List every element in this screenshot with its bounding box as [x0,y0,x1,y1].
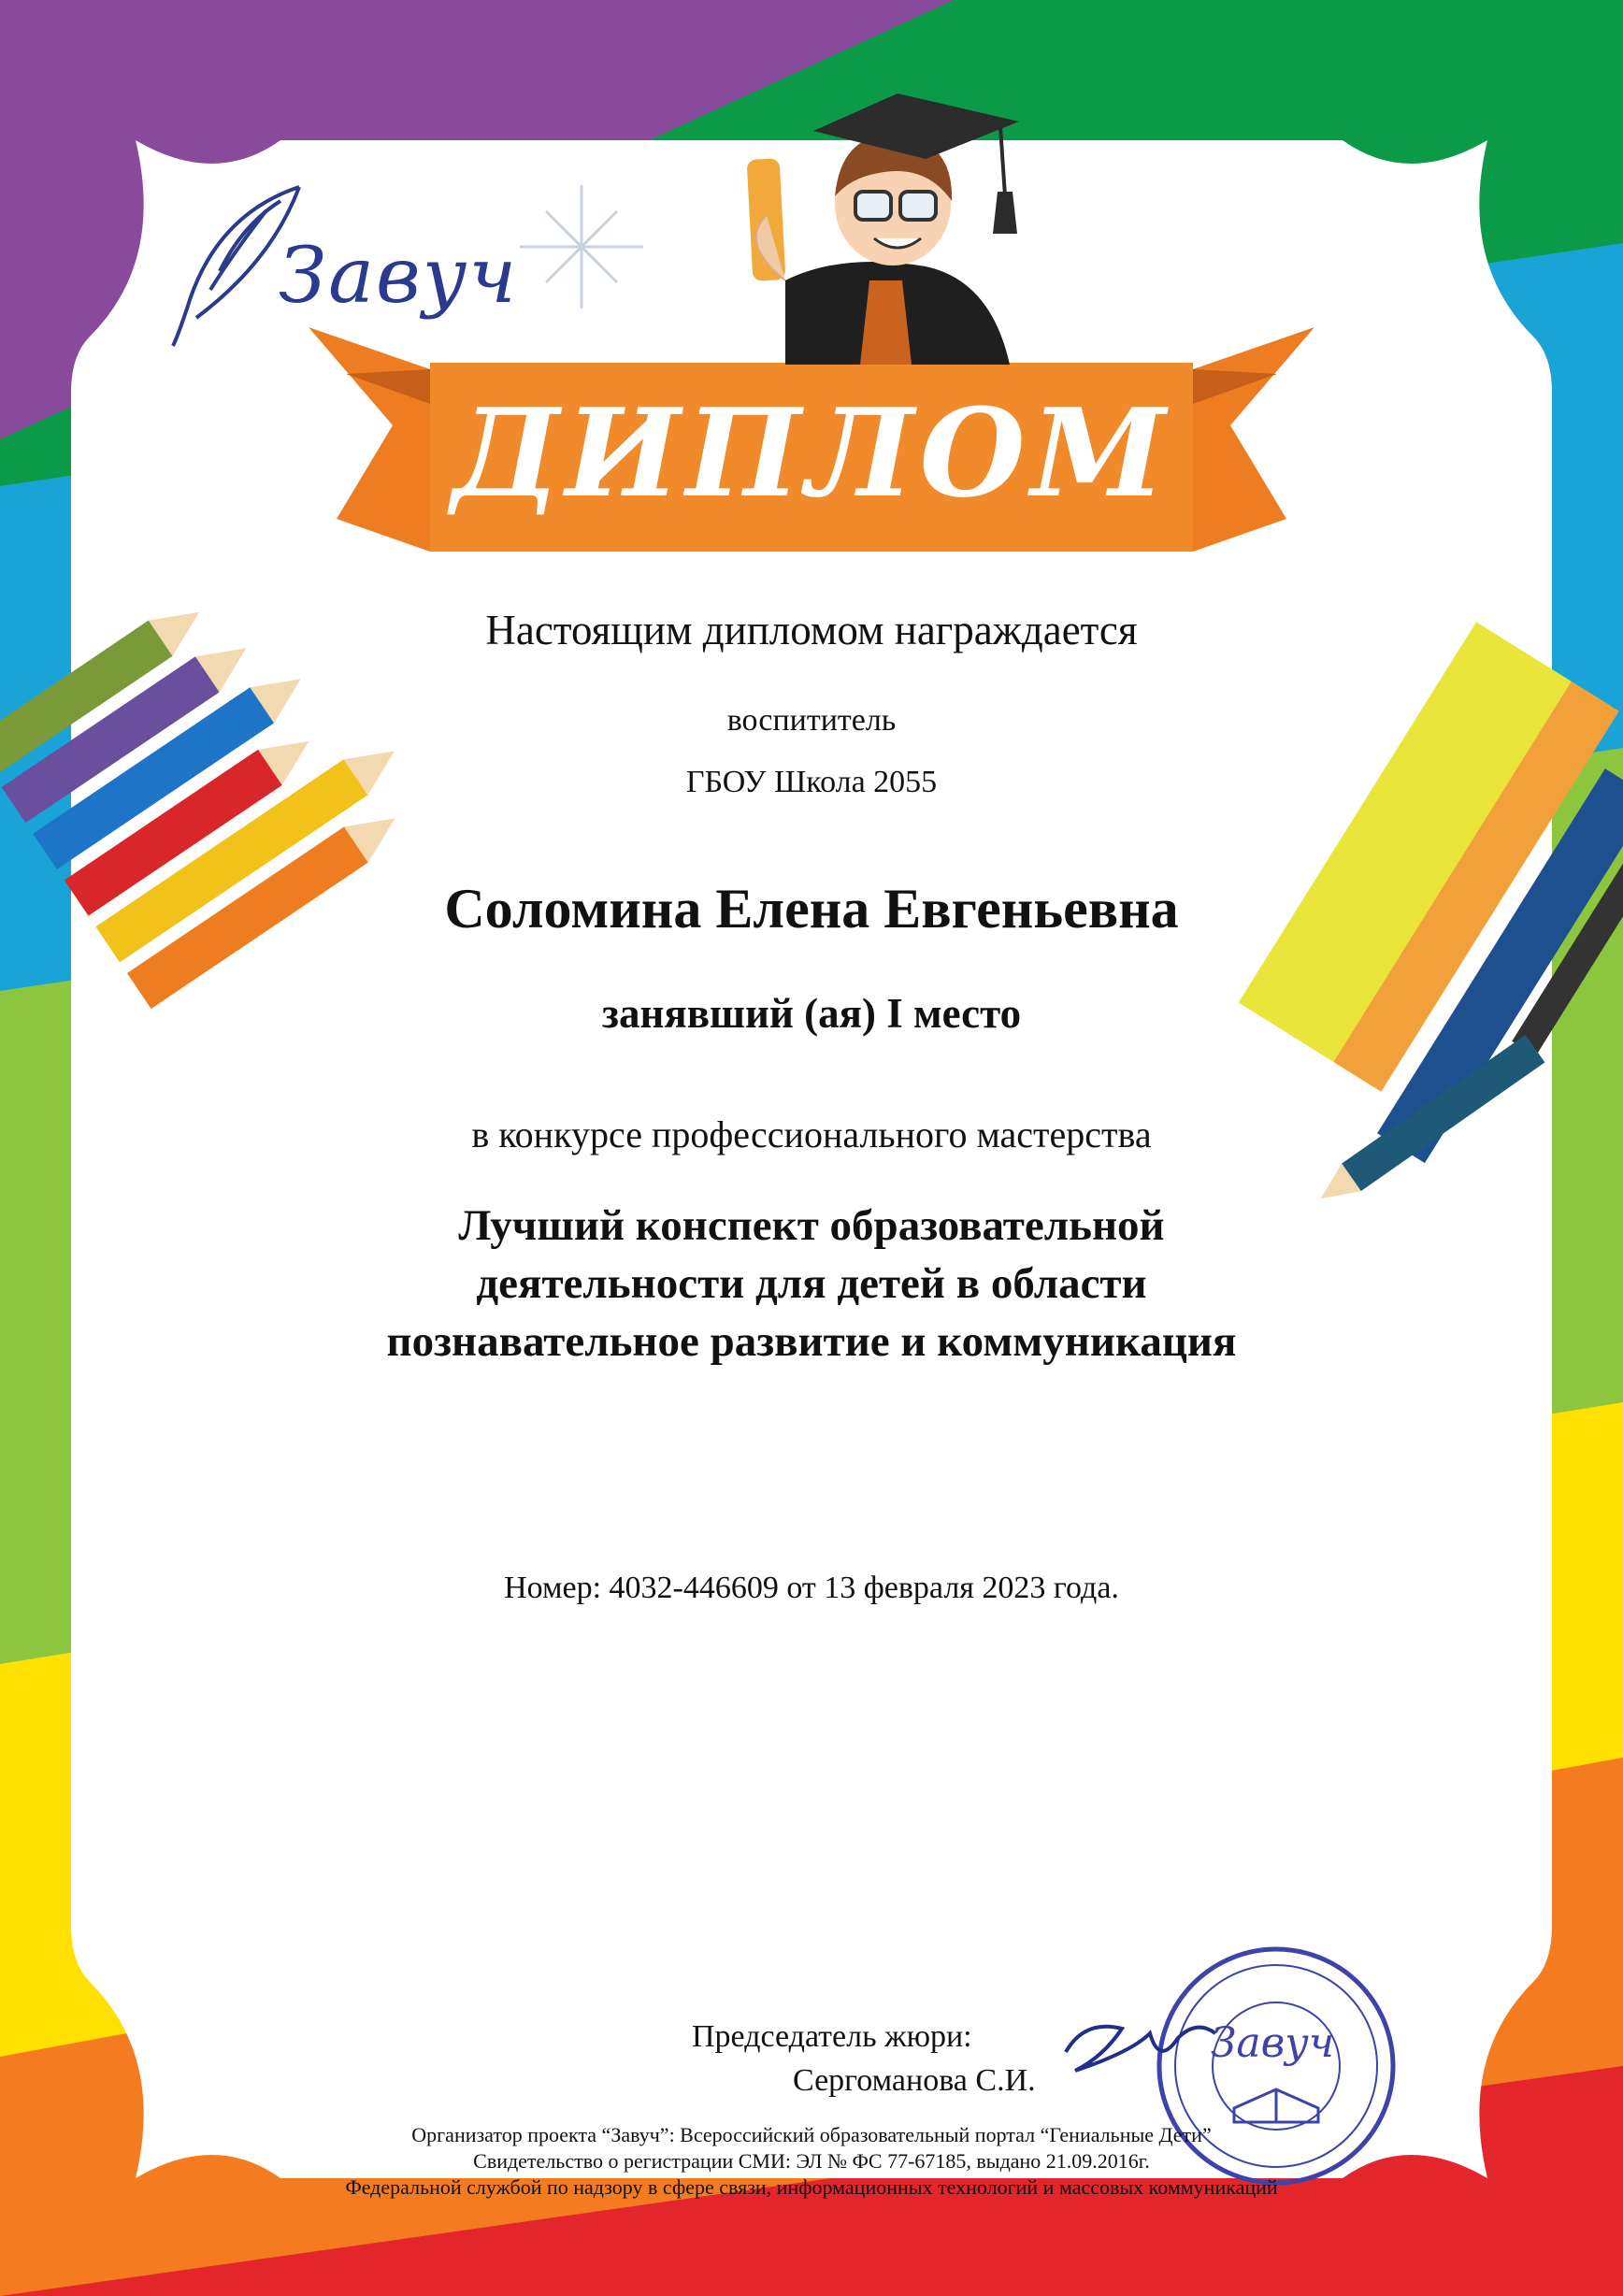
jury-chair-name: Сергоманова С.И. [793,2063,1036,2098]
diploma-number: Номер: 4032-446609 от 13 февраля 2023 года. [504,1571,1119,1605]
recipient-role: воспититель [726,703,897,738]
contest-title-line: познавательное развитие и коммуникация [386,1317,1237,1366]
contest-title-line: Лучший конспект образовательной [458,1201,1165,1250]
recipient-place: занявший (ая) I место [601,990,1022,1037]
logo-wordmark: Завуч [279,232,519,321]
contest-title-line: деятельности для детей в области [476,1259,1147,1308]
jury-chair-label: Председатель жюри: [692,2019,972,2054]
footer-line: Свидетельство о регистрации СМИ: ЭЛ № ФС 77-67185, выдано 21.09.2016г. [473,2149,1150,2173]
award-line: Настоящим дипломом награждается [485,607,1138,653]
recipient-school: ГБОУ Школа 2055 [685,765,938,799]
footer-line: Организатор проекта “Завуч”: Всероссийский образовательный портал “Гениальные Дети” [411,2123,1212,2146]
contest-intro: в конкурсе профессионального мастерства [471,1113,1152,1155]
footer-line: Федеральной службой по надзору в сфере связи, информационных технологий и массовых коммуникаций [345,2175,1278,2199]
diploma-heading: ДИПЛОМ [452,381,1171,524]
organizer-footer [0,2122,1623,2201]
contest-title [0,1197,1623,1370]
stamp-logo: Завуч [1211,2019,1335,2067]
recipient-name: Соломина Елена Евгеньевна [444,878,1179,940]
